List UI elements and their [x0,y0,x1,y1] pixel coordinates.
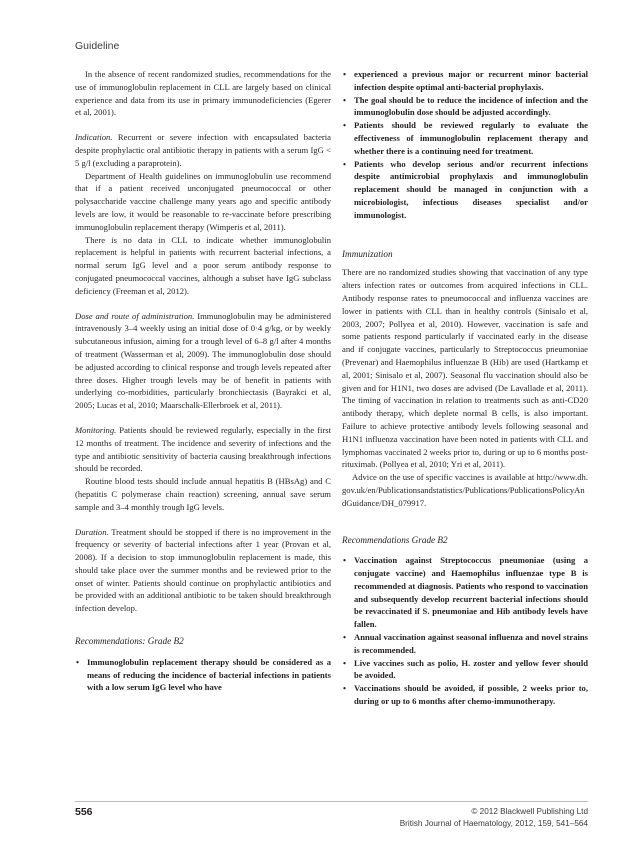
immunization-paragraph: There are no randomized studies showing that vaccination of any type alters infection rates or outcomes from acquired infections in CLL. Antibody response rates to pneumococcal and influenza vaccines are lower in patients with CLL than in healthy controls (Sinisalo et al, 2003, 2007; Pollyea et al, 2010). However, vaccination is safe and some patients respond particularly if vaccinated early in the disease and if conjugate vaccines, particularly to Streptococcus pneumoniae (Prevenar) and Haemophilus influenzae B (Hib) are used (Hartkamp et al, 2001; Sinisalo et al, 2007). Seasonal flu vaccination should also be given and for H1N1, two doses are advised (De Lavallade et al, 2011). The timing of vaccination in relation to treatments such as anti-CD20 antibody therapy, which deplete normal B cells, is also important. Failure to achieve protective antibody levels following seasonal and H1N1 influenza vaccination have been noted in patients with CLL and lymphomas vaccinated 2 weeks prior to, during or up to 6 months post-rituximab. (Pollyea et al, 2010; Yri et al, 2011). [342,267,588,470]
journal-line: British Journal of Haematology, 2012, 159, 541–564 [399,819,588,828]
recommendations-list [75,656,331,694]
immunization-heading: Immunization [342,248,393,259]
dose-text: Immunoglobulin may be administered intravenously 3–4 weekly using an initial dose of 0·4 g/kg, or by weekly subcutaneous infusion, aiming for a trough level of 6–8 g/l after 4 months of treatment (Wasserman et al, 2009). The immunoglobulin dose should be adjusted according to clinical response and trough levels repeated after three doses. Higher trough levels may be of benefit in patients with underlying co-morbidities, particularly bronchiectasis (Bayrakci et al, 2005; Lucas et al, 2010; Maarschalk-Ellerbroek et al, 2011). [75,310,331,411]
recommendation-item: • Vaccination against Streptococcus pneumoniae (using a conjugate vaccine) and Haemophilus influenzae type B is recommended at diagnosis. Patients who respond to vaccination and subsequently develop recurrent bacterial infections should be revaccinated if S. pneumoniae and Hib antibody levels have fallen. [342,554,588,631]
footer-divider [75,801,588,802]
indication-paragraph [75,131,331,169]
dose-paragraph [75,310,331,412]
left-column [75,68,331,694]
recommendation-item: • Patients who develop serious and/or recurrent infections despite antimicrobial prophylaxis and immunoglobulin replacement should be managed in conjunction with a microbiologist, infectious diseases specialist and/or immunologist. [342,158,588,222]
duration-lead: Duration. [75,526,109,537]
recommendation-item: • Immunoglobulin replacement therapy should be considered as a means of reducing the incidence of bacterial infections in patients with a low serum IgG level who have [75,656,331,694]
recommendation-item: • Annual vaccination against seasonal influenza and novel strains is recommended. [342,631,588,657]
blood-tests-paragraph: Routine blood tests should include annual hepatitis B (HBsAg) and C (hepatitis C polymerase chain reaction) screening, annual save serum sample and 3–4 monthly trough IgG levels. [75,476,331,512]
recommendation-item: • The goal should be to reduce the incidence of infection and the immunoglobulin dose should be adjusted accordingly. [342,94,588,120]
indication-text: Recurrent or severe infection with encapsulated bacteria despite prophylactic oral antibiotic therapy in patients with a serum IgG < 5 g/l (excluding a paraprotein). [75,132,331,168]
recommendation-item: • Vaccinations should be avoided, if possible, 2 weeks prior to, during or up to 6 months after chemo-immunotherapy. [342,682,588,708]
duration-text: Treatment should be stopped if there is no improvement in the frequency or severity of bacterial infections after 1 year (Provan et al, 2008). If a decision to stop immunoglobulin replacement is made, this should take place over the summer months and be reviewed prior to the onset of winter. Patients should continue on prophylactic antibiotics and be provided with an additional antibiotic to be taken should breakthrough infection develop. [75,526,331,614]
page-number: 556 [75,806,93,818]
indication-lead: Indication. [75,132,113,143]
intro-paragraph: In the absence of recent randomized studies, recommendations for the use of immunoglobulin replacement in CLL are largely based on clinical experience and data from its use in primary immunodeficiencies (Egerer et al, 2001). [75,69,331,118]
footer-citation [400,806,588,830]
running-header: Guideline [75,40,120,52]
vaccine-advice-paragraph: Advice on the use of specific vaccines is available at http://www.dh.gov.uk/en/Publicationsandstatistics/Publications/PublicationsPolicyAndGuidance/DH_079917. [342,472,588,508]
monitoring-paragraph [75,424,331,475]
recommendations-continued-list [342,68,588,222]
dh-guidelines-paragraph: Department of Health guidelines on immunoglobulin use recommend that if a patient received unconjugated pneumococcal or other polysaccharide vaccine challenge many years ago and specific antibody levels are low, it would be reasonable to re-vaccinate before prescribing immunoglobulin replacement therapy (Wimperis et al, 2011). [75,170,331,232]
duration-paragraph [75,526,331,616]
right-column [342,68,588,708]
recommendations-heading: Recommendations: Grade B2 [75,636,184,647]
recommendations-grade-b2-heading: Recommendations Grade B2 [342,534,448,545]
no-data-paragraph: There is no data in CLL to indicate whether immunoglobulin replacement is helpful in patients with recurrent bacterial infections, a normal serum IgG level and a poor serum antibody response to conjugated pneumococcal vaccines, although a subset have IgG subclass deficiency (Freeman et al, 2012). [75,234,331,296]
recommendation-item: • Patients should be reviewed regularly to evaluate the effectiveness of immunoglobulin replacement therapy and whether there is a continuing need for treatment. [342,119,588,157]
recommendation-item-continued: • experienced a previous major or recurrent minor bacterial infection despite optimal anti-bacterial prophylaxis. [342,68,588,94]
recommendation-item: • Live vaccines such as polio, H. zoster and yellow fever should be avoided. [342,657,588,683]
monitoring-text: Patients should be reviewed regularly, especially in the first 12 months of treatment. The incidence and severity of infections and the type and antibiotic sensitivity of bacteria causing breakthrough infections should be recorded. [75,424,331,474]
monitoring-lead: Monitoring. [75,424,117,435]
dose-lead: Dose and route of administration. [75,310,195,321]
copyright-line: © 2012 Blackwell Publishing Ltd [471,807,588,816]
vaccination-recommendations-list [342,554,588,708]
